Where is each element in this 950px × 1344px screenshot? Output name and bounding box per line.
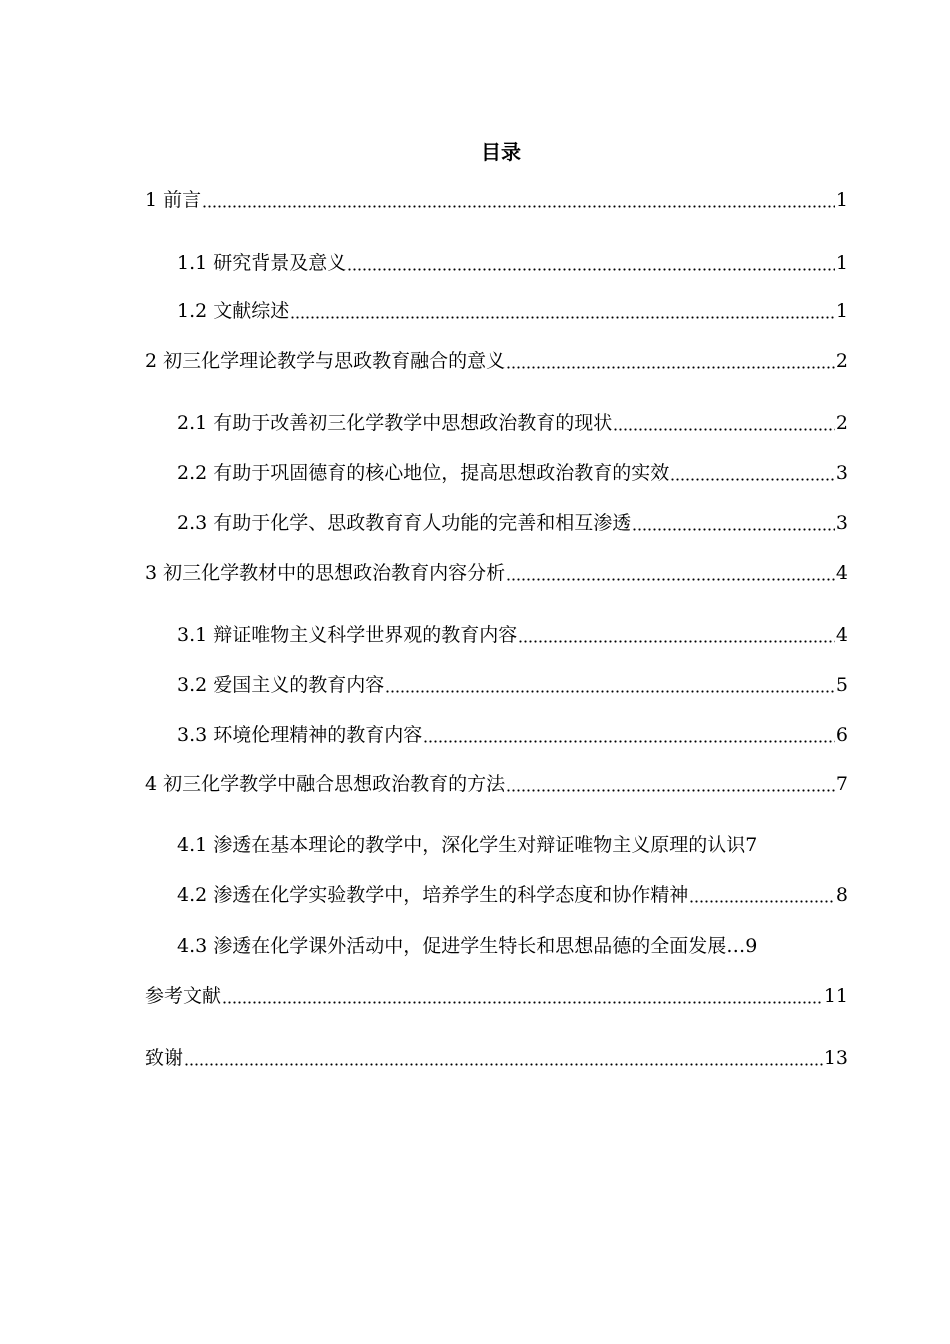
toc-entry-label: 3 初三化学教材中的思想政治教育内容分析 xyxy=(145,562,506,584)
toc-entry-2-2[interactable] xyxy=(177,460,848,486)
toc-page-number: 1 xyxy=(835,300,848,322)
toc-entry-1-2[interactable] xyxy=(177,298,848,324)
toc-page-number: 7 xyxy=(745,834,758,856)
dot-leader xyxy=(222,1001,823,1004)
toc-page-number: 8 xyxy=(835,884,848,906)
toc-entry-4-1[interactable] xyxy=(177,832,848,858)
toc-entry-label: 1.2 文献综述 xyxy=(177,300,290,322)
toc-entry-label: 2 初三化学理论教学与思政教育融合的意义 xyxy=(145,350,506,372)
toc-entry-3-3[interactable] xyxy=(177,722,848,748)
toc-page-number: 4 xyxy=(835,562,848,584)
dot-leader xyxy=(347,268,835,271)
toc-entry-label: 致谢 xyxy=(145,1047,184,1069)
toc-entry-label: 2.1 有助于改善初三化学教学中思想政治教育的现状 xyxy=(177,412,613,434)
toc-entry-3[interactable] xyxy=(145,560,848,586)
dot-leader xyxy=(613,428,835,431)
dot-leader xyxy=(518,640,835,643)
toc-page-number: 3 xyxy=(835,512,848,534)
toc-entry-label: 1 前言 xyxy=(145,189,202,211)
toc-entry-label: 参考文献 xyxy=(145,985,222,1007)
toc-entry-4-2[interactable] xyxy=(177,882,848,908)
dot-leader xyxy=(670,478,835,481)
toc-entry-label: 3.3 环境伦理精神的教育内容 xyxy=(177,724,423,746)
toc-page-number: 13 xyxy=(823,1047,848,1069)
toc-page-number: 5 xyxy=(835,674,848,696)
toc-entry-1[interactable] xyxy=(145,187,848,213)
toc-page-number: 3 xyxy=(835,462,848,484)
dot-leader xyxy=(632,528,835,531)
toc-page-number: 1 xyxy=(835,252,848,274)
toc-entry-label: 3.2 爱国主义的教育内容 xyxy=(177,674,385,696)
toc-entry-label: 4.3 渗透在化学课外活动中，促进学生特长和思想品德的全面发展… xyxy=(177,935,746,957)
toc-page-number: 2 xyxy=(835,412,848,434)
toc-entry-1-1[interactable] xyxy=(177,250,848,276)
dot-leader xyxy=(184,1063,823,1066)
toc-entry-3-1[interactable] xyxy=(177,622,848,648)
dot-leader xyxy=(290,316,835,319)
toc-page-number: 6 xyxy=(835,724,848,746)
dot-leader xyxy=(423,740,835,743)
toc-page-number: 9 xyxy=(745,935,758,957)
toc-entry-label: 1.1 研究背景及意义 xyxy=(177,252,347,274)
toc-page-number: 11 xyxy=(823,985,848,1007)
toc-entry-4[interactable] xyxy=(145,771,848,797)
toc-page-number: 2 xyxy=(835,350,848,372)
toc-entry-2[interactable] xyxy=(145,348,848,374)
toc-entry-references[interactable] xyxy=(145,983,848,1009)
toc-entry-label: 4.2 渗透在化学实验教学中，培养学生的科学态度和协作精神 xyxy=(177,884,689,906)
toc-entry-3-2[interactable] xyxy=(177,672,848,698)
dot-leader xyxy=(202,205,835,208)
toc-page-number: 1 xyxy=(835,189,848,211)
dot-leader xyxy=(506,366,835,369)
dot-leader xyxy=(689,900,835,903)
dot-leader xyxy=(506,789,835,792)
toc-entry-acknowledgements[interactable] xyxy=(145,1045,848,1071)
toc-entry-label: 2.3 有助于化学、思政教育育人功能的完善和相互渗透 xyxy=(177,512,632,534)
toc-entry-label: 4.1 渗透在基本理论的教学中，深化学生对辩证唯物主义原理的认识 xyxy=(177,834,746,856)
dot-leader xyxy=(385,690,835,693)
toc-entry-2-3[interactable] xyxy=(177,510,848,536)
toc-entry-label: 3.1 辩证唯物主义科学世界观的教育内容 xyxy=(177,624,518,646)
toc-entry-label: 4 初三化学教学中融合思想政治教育的方法 xyxy=(145,773,506,795)
toc-title: 目录 xyxy=(481,140,521,164)
toc-page-number: 4 xyxy=(835,624,848,646)
toc-entry-label: 2.2 有助于巩固德育的核心地位，提高思想政治教育的实效 xyxy=(177,462,670,484)
toc-entry-2-1[interactable] xyxy=(177,410,848,436)
dot-leader xyxy=(506,578,835,581)
toc-entry-4-3[interactable] xyxy=(177,933,848,959)
toc-page-number: 7 xyxy=(835,773,848,795)
